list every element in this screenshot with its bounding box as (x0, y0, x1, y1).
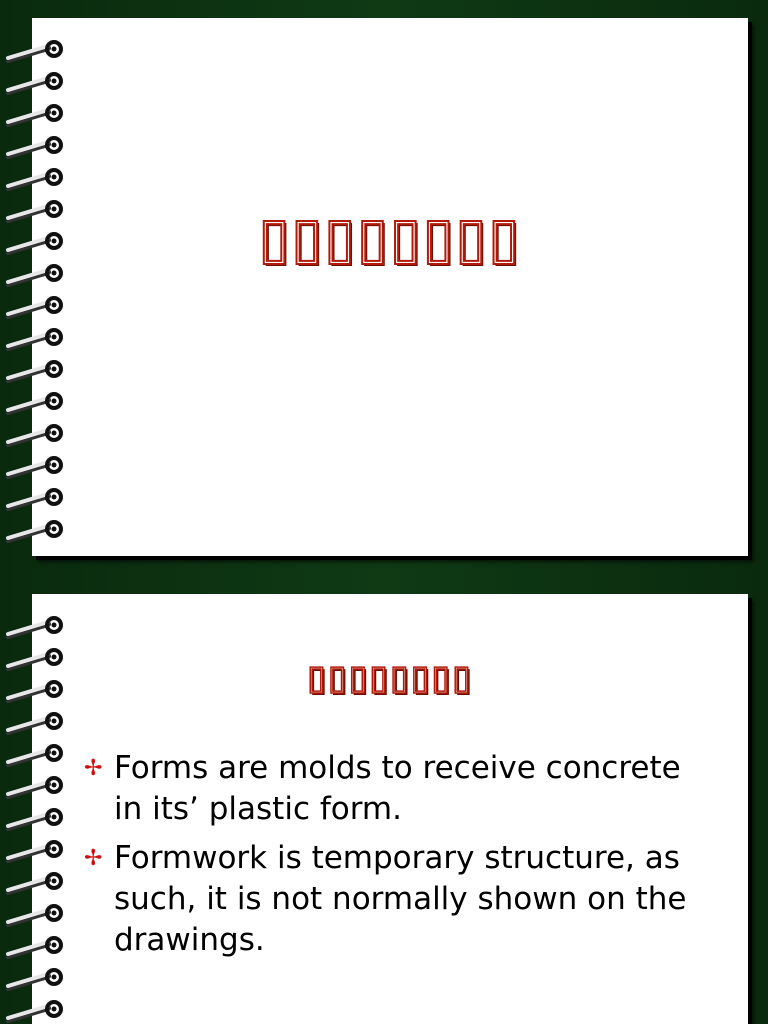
spiral-binding-ring-icon (6, 932, 66, 964)
cross-bullet-icon: ✢ (84, 756, 103, 781)
spiral-binding-ring-icon (6, 132, 66, 164)
spiral-binding-ring-icon (6, 388, 66, 420)
spiral-binding-ring-icon (6, 36, 66, 68)
notebook-paper (32, 18, 748, 556)
spiral-binding (6, 36, 66, 548)
spiral-binding-ring-icon (6, 100, 66, 132)
bullet-list (84, 748, 704, 969)
spiral-binding-ring-icon (6, 484, 66, 516)
spiral-binding-ring-icon (6, 708, 66, 740)
spiral-binding-ring-icon (6, 68, 66, 100)
bullet-text: Forms are molds to receive concrete in its’ plastic form. (114, 750, 681, 827)
spiral-binding-ring-icon (6, 964, 66, 996)
spiral-binding-ring-icon (6, 452, 66, 484)
spiral-binding-ring-icon (6, 836, 66, 868)
slide-title-text: ▯▯▯▯▯▯▯▯ (258, 206, 522, 271)
spiral-binding-ring-icon (6, 772, 66, 804)
spiral-binding-ring-icon (6, 356, 66, 388)
cross-bullet-icon: ✢ (84, 846, 103, 871)
spiral-binding-ring-icon (6, 324, 66, 356)
spiral-binding-ring-icon (6, 292, 66, 324)
list-item (84, 838, 704, 961)
spiral-binding-ring-icon (6, 868, 66, 900)
spiral-binding-ring-icon (6, 740, 66, 772)
slide-heading-text: ▯▯▯▯▯▯▯▯ (307, 658, 473, 698)
spiral-binding-ring-icon (6, 164, 66, 196)
spiral-binding-ring-icon (6, 804, 66, 836)
bullet-text: Formwork is temporary structure, as such, it is not normally shown on the drawings. (114, 840, 687, 958)
spiral-binding-ring-icon (6, 420, 66, 452)
spiral-binding-ring-icon (6, 516, 66, 548)
spiral-binding-ring-icon (6, 612, 66, 644)
spiral-binding-ring-icon (6, 900, 66, 932)
spiral-binding-ring-icon (6, 996, 66, 1024)
slide-content (0, 576, 768, 1024)
list-item (84, 748, 704, 830)
